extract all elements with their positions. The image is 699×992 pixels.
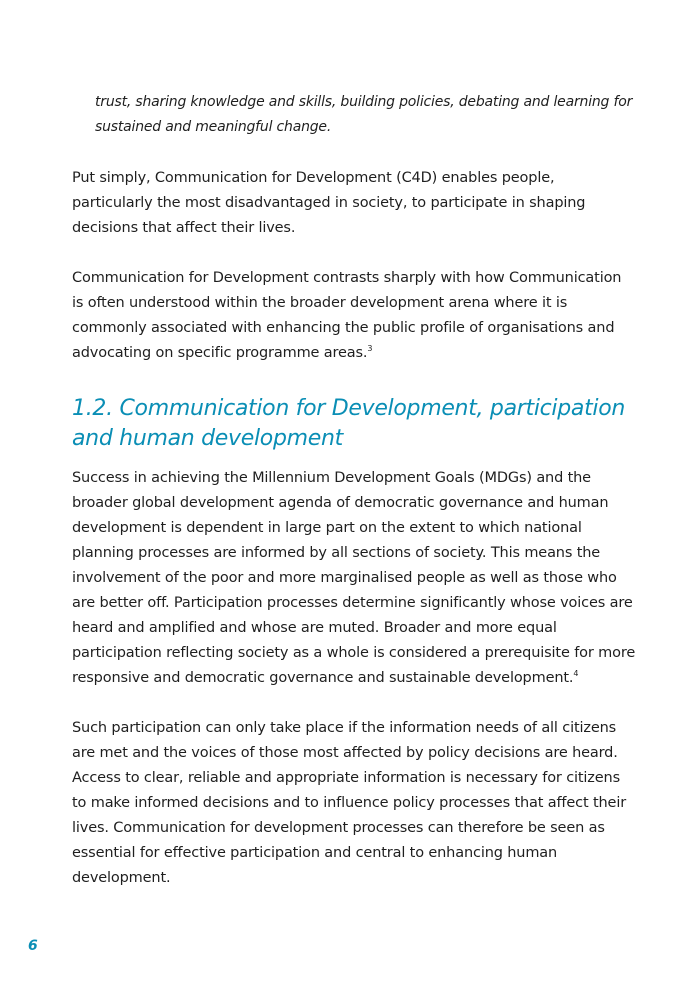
paragraph-text: Success in achieving the Millennium Development Goals (MDGs) and the broader global development agenda of democratic governance and human development is dependent in large part on the extent to which national planning processes are informed by all sections of society. This means the involvement of the poor and more marginalised people as well as those who are better off. Participation processes determine significantly whose voices are heard and amplified and whose are muted. Broader and more equal participation reflecting society as a whole is considered a prerequisite for more responsive and democratic governance and sustainable development. [72,470,636,686]
section-heading [72,394,672,454]
section-paragraph-2 [72,716,637,891]
quote-continuation [95,90,635,140]
page-number: 6 [28,938,38,954]
paragraph-text: Put simply, Communication for Development (C4D) enables people, particularly the most disadvantaged in society, to participate in shaping decisions that affect their lives. [72,170,586,236]
section-paragraph-1 [72,466,637,691]
section-title: Communication for Development, participation and human development [72,396,626,451]
quote-text: trust, sharing knowledge and skills, building policies, debating and learning for sustained and meaningful change. [95,94,633,135]
footnote-ref: 4 [573,669,579,679]
paragraph-text: Such participation can only take place if the information needs of all citizens are met and the voices of those most affected by policy decisions are heard. Access to clear, reliable and appropriate information is necessary for citizens to make informed decisions and to influence policy processes that affect their lives. Communication for development processes can therefore be seen as essential for effective participation and central to enhancing human development. [72,720,627,886]
intro-paragraph-2 [72,266,637,366]
intro-paragraph-1 [72,166,637,241]
footnote-ref: 3 [367,344,373,354]
section-number: 1.2. [72,396,113,421]
paragraph-text: Communication for Development contrasts sharply with how Communication is often understood within the broader development arena where it is commonly associated with enhancing the public profile of organisations and advocating on specific programme areas. [72,270,622,361]
